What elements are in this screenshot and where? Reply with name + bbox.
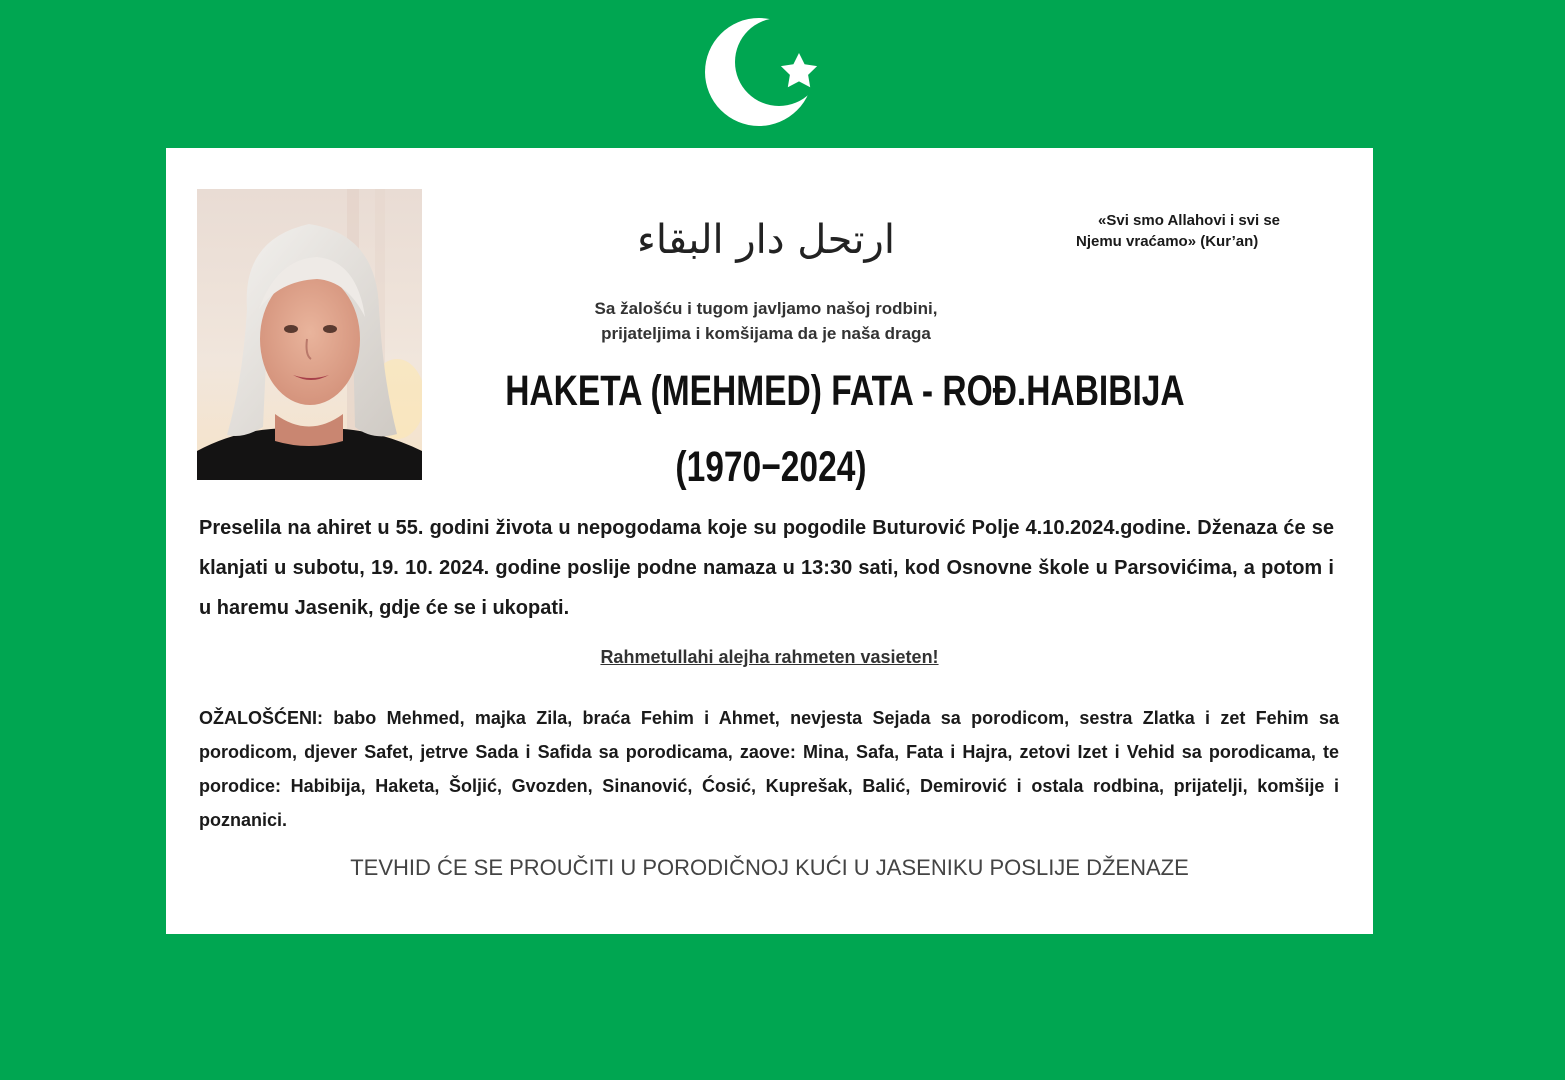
announcement-text: Preselila na ahiret u 55. godini života u nepogodama koje su pogodile Buturović Polje 4.10.2024.godine. Dženaza će se klanjati u subotu, 19. 10. 2024. godine poslije podne namaza u 13:30 sati, kod Osnovne škole u Parsovićima, a potom i u haremu Jasenik, gdje će se i ukopati.	[199, 517, 1334, 619]
portrait-photo	[197, 189, 422, 480]
intro-line-2: prijateljima i komšijama da je naša draga	[601, 324, 931, 343]
quote-line-2: Njemu vraćamo» (Kur’an)	[1076, 233, 1259, 250]
intro-text	[466, 296, 1066, 346]
quran-quote	[1076, 210, 1346, 252]
crescent-star-icon	[698, 16, 828, 128]
tevhid-notice: TEVHID ĆE SE PROUČITI U PORODIČNOJ KUĆI U JASENIKU POSLIJE DŽENAZE	[350, 855, 1189, 880]
prayer-line: Rahmetullahi alejha rahmeten vasieten!	[600, 647, 939, 667]
arabic-heading: ارتحل دار البقاء	[637, 217, 895, 263]
intro-line-1: Sa žalošću i tugom javljamo našoj rodbini,	[594, 299, 938, 318]
quote-line-1: «Svi smo Allahovi i svi se	[1098, 212, 1281, 229]
obituary-card	[166, 148, 1373, 934]
deceased-name: HAKETA (MEHMED) FATA - ROĐ.HABIBIJA	[505, 367, 1185, 415]
deceased-years: (1970−2024)	[675, 443, 867, 491]
mourners-list: OŽALOŠĆENI: babo Mehmed, majka Zila, braća Fehim i Ahmet, nevjesta Sejada sa porodicom, sestra Zlatka i zet Fehim sa porodicom, djever Safet, jetrve Sada i Safida sa porodicama, zaove: Mina, Safa, Fata i Hajra, zetovi Izet i Vehid sa porodicama, te porodice: Habibija, Haketa, Šoljić, Gvozden, Sinanović, Ćosić, Kuprešak, Balić, Demirović i ostala rodbina, prijatelji, komšije i poznanici.	[199, 708, 1339, 830]
